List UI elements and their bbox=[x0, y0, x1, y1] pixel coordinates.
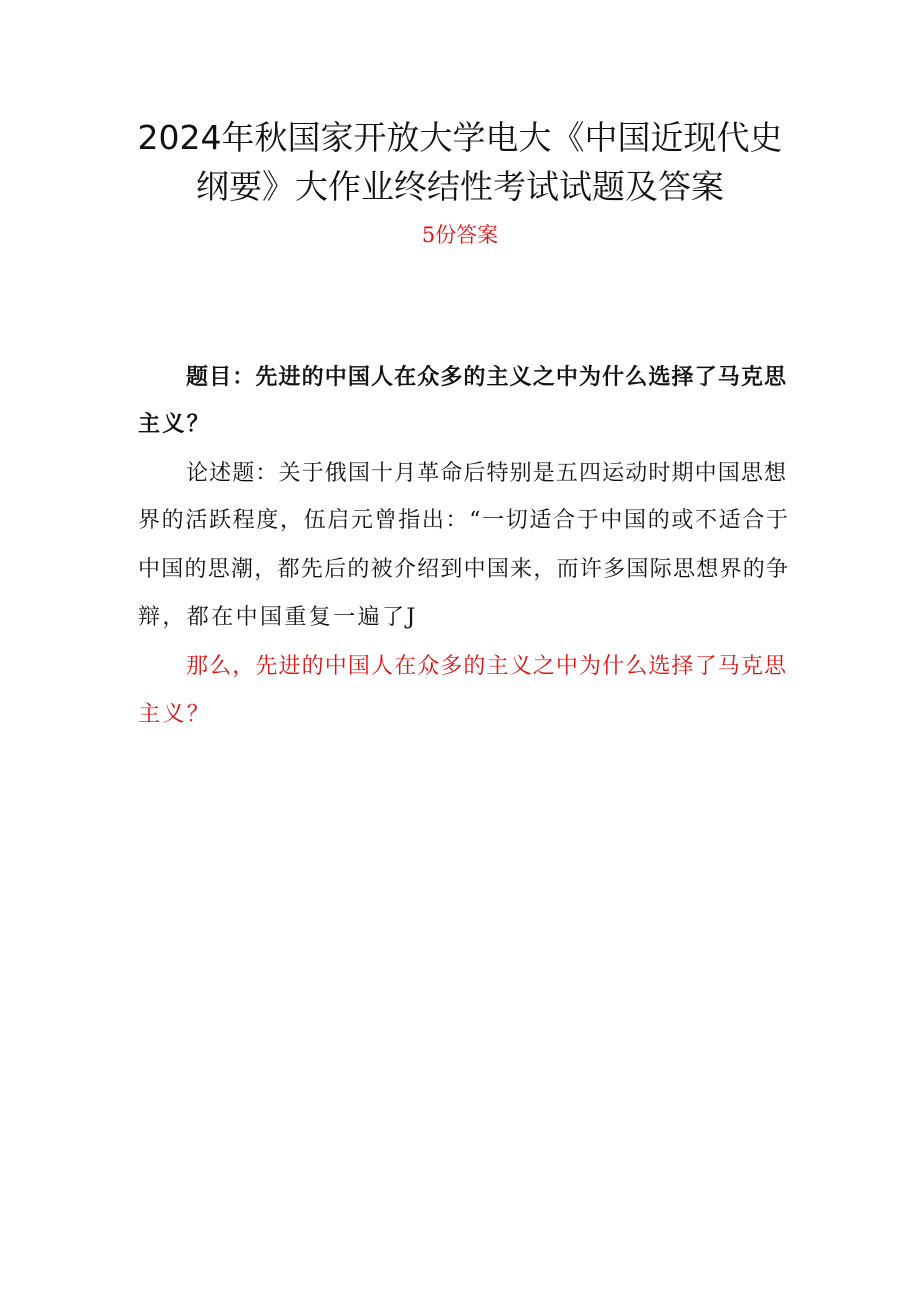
document-title-line-1: 2024年秋国家开放大学电大《中国近现代史 bbox=[137, 118, 783, 157]
document-title-line-2: 纲要》大作业终结性考试试题及答案 bbox=[196, 167, 724, 206]
essay-line-1: 论述题：关于俄国十月革命后特别是五四运动时期中国思想 bbox=[186, 461, 786, 486]
essay-line-4: 辩，都在中国重复一遍了J bbox=[138, 605, 418, 630]
document-subtitle: 5份答案 bbox=[421, 223, 499, 247]
essay-line-2: 界的活跃程度，伍启元曾指出：“一切适合于中国的或不适合于 bbox=[138, 508, 788, 533]
prompt-line-1: 那么，先进的中国人在众多的主义之中为什么选择了马克思 bbox=[186, 654, 786, 679]
prompt-line-2: 主义？ bbox=[138, 702, 212, 727]
question-line-2: 主义？ bbox=[138, 411, 212, 437]
essay-line-3: 中国的思潮，都先后的被介绍到中国来，而许多国际思想界的争 bbox=[138, 557, 788, 582]
question-line-1: 题目：先进的中国人在众多的主义之中为什么选择了马克思 bbox=[186, 364, 786, 390]
